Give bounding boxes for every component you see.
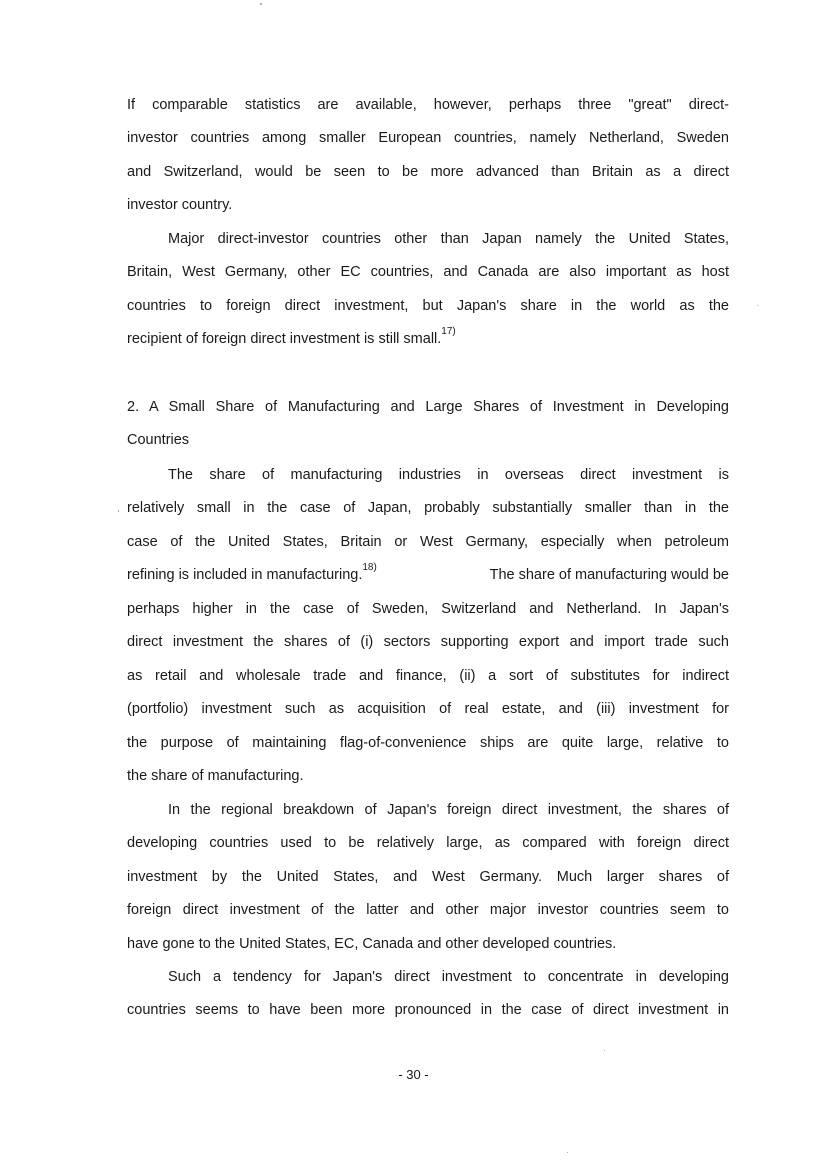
paragraph-line-with-footnote [127,326,729,362]
paragraph-line: (portfolio) investment such as acquisition of real estate, and (iii) investment for [127,701,729,717]
paragraph-line: direct investment the shares of (i) sectors supporting export and import trade such [127,634,729,650]
paragraph-line-with-footnote [127,562,729,598]
scan-speck [118,510,119,512]
paragraph-line: Major direct-investor countries other than Japan namely the United States, [168,231,729,247]
paragraph-line: investment by the United States, and West Germany. Much larger shares of [127,869,729,885]
paragraph-line: Such a tendency for Japan's direct investment to concentrate in developing [168,969,729,985]
scan-speck [567,1152,568,1153]
paragraph-line: investor countries among smaller European countries, namely Netherland, Sweden [127,130,729,146]
footnote-marker: 18) [362,562,377,573]
paragraph-text: The share of manufacturing would be [489,567,729,583]
section-heading: Countries [127,432,190,448]
paragraph-line: investor country. [127,197,233,213]
paragraph-line: Britain, West Germany, other EC countries, and Canada are also important as host [127,264,729,280]
paragraph-line: case of the United States, Britain or West Germany, especially when petroleum [127,534,729,550]
paragraph-text: recipient of foreign direct investment is still small. [127,331,442,347]
section-heading: 2. A Small Share of Manufacturing and Large Shares of Investment in Developing [127,399,729,415]
page-number: - 30 - [398,1067,429,1082]
paragraph-line: developing countries used to be relatively large, as compared with foreign direct [127,835,729,851]
paragraph-line: foreign direct investment of the latter and other major investor countries seem to [127,902,729,918]
paragraph-line: as retail and wholesale trade and finance, (ii) a sort of substitutes for indirect [127,668,729,684]
footnote-marker: 17) [441,326,456,337]
paragraph-line: The share of manufacturing industries in overseas direct investment is [168,467,729,483]
paragraph-line: the purpose of maintaining flag-of-convenience ships are quite large, relative to [127,735,729,751]
paragraph-line: perhaps higher in the case of Sweden, Switzerland and Netherland. In Japan's [127,601,729,617]
paragraph-line: and Switzerland, would be seen to be more advanced than Britain as a direct [127,164,729,180]
paragraph-line: countries seems to have been more pronounced in the case of direct investment in [127,1002,729,1018]
paragraph-line: If comparable statistics are available, however, perhaps three "great" direct- [127,97,729,113]
paragraph-line: the share of manufacturing. [127,768,304,784]
scan-speck [604,1050,605,1051]
scan-speck [260,3,262,5]
paragraph-line: have gone to the United States, EC, Canada and other developed countries. [127,936,617,952]
paragraph-line: relatively small in the case of Japan, probably substantially smaller than in the [127,500,729,516]
scan-speck [757,305,758,306]
paragraph-line: In the regional breakdown of Japan's foreign direct investment, the shares of [168,802,729,818]
paragraph-line: countries to foreign direct investment, but Japan's share in the world as the [127,298,729,314]
paragraph-text: refining is included in manufacturing. [127,567,363,583]
